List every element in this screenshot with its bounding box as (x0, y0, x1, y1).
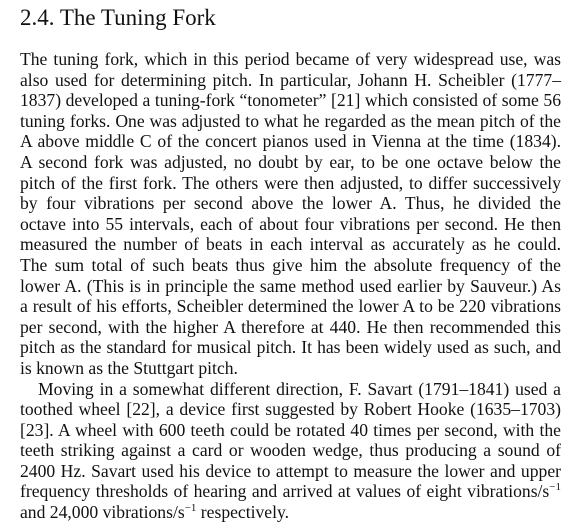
section-number: 2.4. (20, 5, 55, 30)
paragraph-1 (20, 49, 561, 379)
text-line: octave into 55 intervals, each of about four vibrations per second. He then (20, 213, 561, 234)
document-page (20, 3, 561, 523)
section-title: The Tuning Fork (59, 5, 216, 30)
text-line: per second, with the higher A therefore at 440. He then recommended this (20, 316, 561, 337)
text-line: 2400 Hz. Savart used his device to attempt to measure the lower and upper (20, 460, 561, 481)
text-line: teeth striking against a card or wooden wedge, thus producing a sound of (20, 440, 561, 461)
text-line: lower A. (This is in principle the same method used earlier by Sauveur.) As (20, 275, 561, 296)
text-line: A above middle C of the concert pianos used in Vienna at the time (1834). (20, 131, 561, 152)
text-line: Moving in a somewhat different direction, F. Savart (1791–1841) used a (38, 378, 561, 399)
superscript: −1 (549, 481, 561, 494)
text-line: measured the number of beats in each interval as accurately as he could. (20, 234, 561, 255)
text-line (20, 481, 561, 502)
text-line (20, 502, 561, 523)
text-line: toothed wheel [22], a device first suggested by Robert Hooke (1635–1703) (20, 399, 561, 420)
text-line: The tuning fork, which in this period became of very widespread use, was (20, 49, 561, 69)
text-line: The sum total of such beats thus give him the absolute frequency of the (20, 254, 561, 275)
section-heading (20, 3, 561, 33)
text-line: is known as the Stuttgart pitch. (20, 357, 238, 378)
text-line: pitch of the first fork. The others were then adjusted, to differ successively (20, 172, 561, 193)
text-span: and 24,000 vibrations/s (20, 502, 185, 523)
superscript: −1 (184, 502, 197, 515)
text-line: [23]. A wheel with 600 teeth could be rotated 40 times per second, with the (20, 419, 561, 440)
text-line: A second fork was adjusted, no doubt by ear, to be one octave below the (20, 151, 561, 172)
text-line: pitch as the standard for musical pitch. It has been widely used as such, and (20, 337, 561, 358)
text-line: also used for determining pitch. In particular, Johann H. Scheibler (1777– (20, 69, 561, 90)
text-line: 1837) developed a tuning-fork “tonometer” [21] which consisted of some 56 (20, 90, 561, 111)
paragraph-2 (20, 379, 561, 523)
text-line: tuning forks. One was adjusted to what he regarded as the mean pitch of the (20, 110, 561, 131)
text-span: frequency thresholds of hearing and arrived at values of eight vibrations/s (20, 481, 550, 502)
text-line: a result of his efforts, Scheibler determined the lower A to be 220 vibrations (20, 296, 561, 317)
text-span: respectively. (196, 502, 290, 523)
text-line: by four vibrations per second above the lower A. Thus, he divided the (20, 193, 561, 214)
